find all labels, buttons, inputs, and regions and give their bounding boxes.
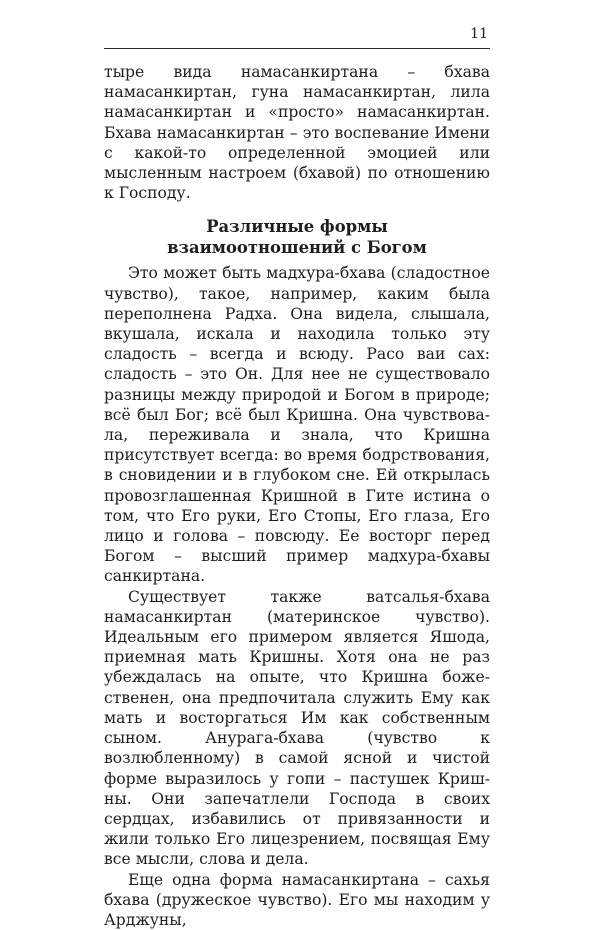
section-heading bbox=[104, 216, 490, 258]
page-body bbox=[104, 62, 490, 930]
paragraph-madhura-bhava: Это может быть мадхура-бхава (сладостное чувство), такое, например, каким была переполнена Радха. Она видела, слышала, вкушала, искала и находила только эту сладость – всегда и всюду. Расо ваи сах: сладость – это Он. Для нее не существовало разницы между природой и Богом в природе; всё был Бог; всё был Кришна. Она чувствовала, переживала и знала, что Кришна присутствует всегда: во время бодрствования, в сновидении и в глубоком сне. Ей открылась провозглашенная Кришной в Гите истина о том, что Его руки, Его Стопы, Его глаза, Его лицо и голова – повсюду. Ее восторг перед Богом – высший пример мадхура-бхавы санкиртана. bbox=[104, 264, 490, 586]
page-number: 11 bbox=[470, 26, 488, 42]
section-heading-line-1: Различные формы bbox=[206, 217, 388, 237]
paragraph-vatsalya-bhava: Существует также ватсалья-бхава намасанкиртан (материнское чувство). Идеальным его примером является Яшода, приемная мать Кришны. Хотя она не раз убеждалась на опыте, что Кришна божественен, она предпочитала служить Ему как мать и восторгаться Им как собственным сыном. Анурага-бхава (чувство к возлюбленному) в самой ясной и чистой форме выразилось у гопи – пастушек Кришны. Они запечатлели Господа в своих сердцах, избавились от привязанности и жили только Его лицезрением, посвящая Ему все мысли, слова и дела. bbox=[104, 587, 490, 869]
intro-paragraph: тыре вида намасанкиртана – бхава намасанкиртан, гуна намасанкиртан, лила намасанкиртан и «просто» намасанкиртан. Бхава намасанкиртан – это воспевание Имени с какой-то определенной эмоцией или мысленным настроем (бхавой) по отношению к Господу. bbox=[104, 63, 490, 203]
page-header bbox=[104, 22, 490, 49]
paragraph-sakhya-bhava: Еще одна форма намасанкиртана – сахья бхава (дружеское чувство). Его мы находим у Арджуны, bbox=[104, 870, 490, 929]
section-heading-line-2: взаимоотношений с Богом bbox=[167, 238, 427, 258]
